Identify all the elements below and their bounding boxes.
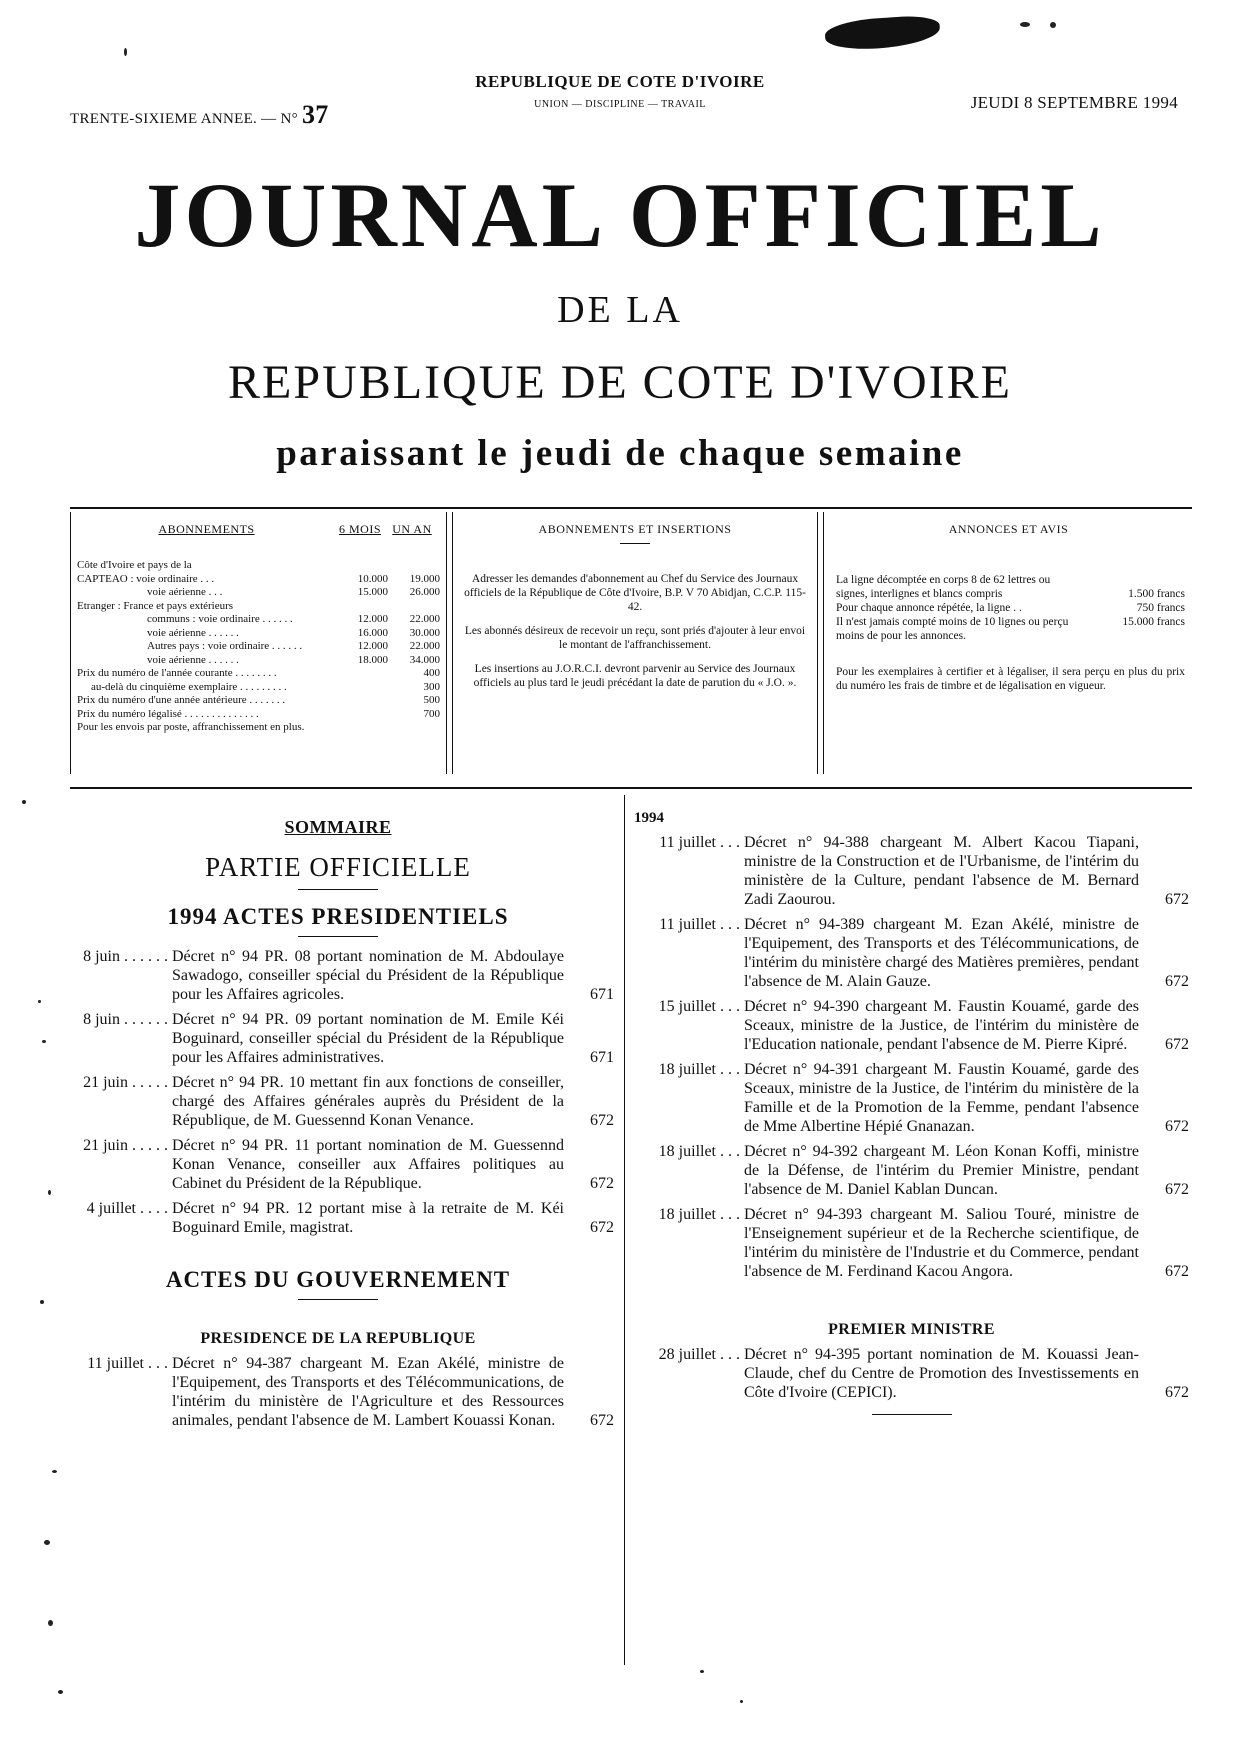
masthead-rule [70,507,1192,509]
annonces-title: ANNONCES ET AVIS [948,522,1069,536]
entry-text: Décret n° 94 PR. 11 portant nomination de M. Guessennd Konan Venance, conseiller aux Affaires politiques au Cabinet du Président de la République. [172,1137,564,1192]
subscription-row [77,573,440,587]
entry-date: 28 juillet . . . [658,1346,740,1363]
subscription-1an: 26.000 [409,586,440,598]
annonces-line1-price: 1.500 francs [1128,588,1185,600]
price-row [77,694,440,708]
toc-entry [62,1199,614,1237]
sommaire-left [62,795,614,1430]
annonces-line3: Il n'est jamais compté moins de 10 lignes ou perçu moins de pour les annonces. [836,616,1069,642]
subscription-label: CAPTEAO : voie ordinaire . . . [77,572,215,585]
subscription-6mois [336,600,388,614]
subscriptions-footer: Pour les envois par poste, affranchissement en plus. [77,721,305,733]
entry-date: 21 juin . . . . . [83,1137,168,1154]
toc-entry [634,1060,1189,1136]
insertions-p2: Les abonnés désireux de recevoir un reçu, sont priés d'ajouter à leur envoi le montant de l'affranchissement. [464,625,806,651]
year-text: TRENTE-SIXIEME ANNEE. — N° [70,111,298,127]
price-label: Prix du numéro de l'année courante . . . . . . . . [77,667,277,679]
insertions-p3: Les insertions au J.O.R.C.I. devront parvenir au Service des Journaux officiels au plus tard le jeudi précédant la date de parution du « J.O. ». [473,663,797,689]
journal-title: JOURNAL OFFICIEL [134,164,1106,266]
toc-entry [634,833,1189,909]
box-bottom-rule [70,787,1192,789]
pm-list [634,1345,1189,1402]
col-6mois: 6 MOIS [338,522,381,536]
issue-number: 37 [302,100,329,129]
toc-entry [62,1354,614,1430]
subscription-label: Etranger : France et pays extérieurs [77,599,234,612]
subscription-6mois: 12.000 [357,613,388,625]
subscription-1an: 34.000 [409,653,440,666]
subscription-1an: 22.000 [409,640,440,652]
entry-date: 4 juillet . . . . [86,1200,168,1217]
subscription-row [77,627,440,641]
subscription-1an: 22.000 [409,613,440,625]
price-value: 700 [423,707,440,720]
subscription-row [77,640,440,654]
toc-entry [634,997,1189,1054]
subscription-1an: 30.000 [409,626,440,639]
subscription-1an: 19.000 [409,572,440,585]
header-motto: UNION — DISCIPLINE — TRAVAIL [534,99,706,110]
entry-date: 8 juin . . . . . . [83,1011,168,1028]
insertions-title: ABONNEMENTS ET INSERTIONS [538,522,732,536]
subscription-1an [388,600,440,614]
subscription-row [77,586,440,600]
entry-page: 672 [1165,1181,1189,1198]
col-un-an: UN AN [392,522,432,536]
toc-entry [62,947,614,1004]
annonces-footer: Pour les exemplaires à certifier et à légaliser, il sera perçu en plus du prix du numéro les frais de timbre et de légalisation en vigueur. [836,666,1185,692]
presidence-heading: PRESIDENCE DE LA REPUBLIQUE [200,1330,476,1347]
entry-text: Décret n° 94 PR. 10 mettant fin aux fonctions de conseiller, chargé des Affaires générales auprès du Président de la République, de M. Guessennd Konan Venance. [172,1074,564,1129]
toc-entry [62,1073,614,1130]
subscription-label: Autres pays : voie ordinaire . . . . . . [147,640,303,652]
entry-text: Décret n° 94-388 chargeant M. Albert Kacou Tiapani, ministre de la Construction et de l'Urbanisme, de l'intérim du ministère de la Culture, pendant l'absence de M. Bernard Zadi Zaourou. [744,834,1139,908]
entry-text: Décret n° 94-393 chargeant M. Saliou Touré, ministre de l'Enseignement supérieur et de la Recherche scientifique, de l'intérim du ministère de l'Industrie et du Commerce, pendant l'absence de M. Ferdinand Kacou Angora. [744,1206,1139,1280]
toc-entry [634,1205,1189,1281]
subscription-6mois: 12.000 [357,640,388,652]
sommaire-right [634,810,1189,1415]
entry-date: 8 juin . . . . . . [83,948,168,965]
entry-date: 18 juillet . . . [658,1061,740,1078]
entry-page: 672 [590,1412,614,1429]
ink-smudge [824,14,941,52]
subscriptions-intro: Côte d'Ivoire et pays de la [77,559,192,571]
annonces-box [823,512,1193,774]
actes-pres-list [62,947,614,1237]
entry-date: 18 juillet . . . [658,1143,740,1160]
masthead-republic: REPUBLIQUE DE COTE D'IVOIRE [228,356,1012,409]
toc-entry [634,1345,1189,1402]
price-row [77,708,440,722]
entry-page: 672 [1165,1118,1189,1135]
subscriptions-title: ABONNEMENTS [158,522,255,536]
price-row [77,681,440,695]
entry-text: Décret n° 94 PR. 09 portant nomination de M. Emile Kéi Boguinard, conseiller spécial du Président de la République pour les Affaires administratives. [172,1011,564,1066]
entry-page: 672 [1165,1384,1189,1401]
insertions-p1: Adresser les demandes d'abonnement au Chef du Service des Journaux officiels de la République de Côte d'Ivoire, B.P. V 70 Abidjan, C.C.P. 115-42. [464,573,806,613]
entry-page: 671 [590,1049,614,1066]
entry-page: 672 [1165,973,1189,990]
issue-date: JEUDI 8 SEPTEMBRE 1994 [970,93,1178,112]
subscription-6mois: 15.000 [357,586,388,598]
annonces-line3-price: 15.000 francs [1122,616,1185,628]
entry-date: 18 juillet . . . [658,1206,740,1223]
entry-text: Décret n° 94-392 chargeant M. Léon Konan Koffi, ministre de la Défense, de l'intérim du Premier Ministre, pendant l'absence de M. Daniel Kablan Duncan. [744,1143,1139,1198]
sommaire-title: SOMMAIRE [284,817,392,837]
price-value: 300 [423,680,440,693]
entry-text: Décret n° 94 PR. 12 portant mise à la retraite de M. Kéi Boguinard Emile, magistrat. [172,1200,564,1236]
subscription-label: voie aérienne . . . [147,586,223,598]
subscription-label: voie aérienne . . . . . . [147,626,239,639]
subscriptions-box [70,512,447,774]
toc-entry [62,1136,614,1193]
entry-date: 11 juillet . . . [659,916,740,933]
entry-page: 672 [590,1112,614,1129]
presidence-list [62,1354,614,1430]
subscription-label: communs : voie ordinaire . . . . . . [147,613,293,625]
subscription-row [77,654,440,668]
subscription-row [77,600,440,614]
entry-page: 672 [1165,1263,1189,1280]
entry-text: Décret n° 94 PR. 08 portant nomination de M. Abdoulaye Sawadogo, conseiller spécial du Président de la République pour les Affaires agricoles. [172,948,564,1003]
entry-page: 672 [590,1175,614,1192]
subscription-label: voie aérienne . . . . . . [147,653,239,666]
toc-entry [62,1010,614,1067]
entry-page: 671 [590,986,614,1003]
entry-text: Décret n° 94-389 chargeant M. Ezan Akélé, ministre de l'Equipement, des Transports et des Télécommunications, de l'intérim du ministère chargé des Matières premières, pendant l'absence de M. Alain Gauze. [744,916,1139,990]
masthead-de-la: DE LA [557,289,683,331]
entry-date: 15 juillet . . . [658,998,740,1015]
entry-page: 672 [590,1219,614,1236]
toc-entry [634,915,1189,991]
subscription-row [77,613,440,627]
header-republic: REPUBLIQUE DE COTE D'IVOIRE [475,72,765,91]
price-label: au-delà du cinquième exemplaire . . . . . . . . . [91,680,287,693]
annonces-line2: Pour chaque annonce répétée, la ligne . . [836,602,1022,614]
subscriptions-rows [77,573,440,668]
masthead-tagline: paraissant le jeudi de chaque semaine [276,433,964,474]
subscription-6mois: 18.000 [357,653,388,666]
entry-page: 672 [1165,891,1189,908]
price-label: Prix du numéro d'une année antérieure . . . . . . . [77,694,286,706]
entry-date: 21 juin . . . . . [83,1074,168,1091]
entry-text: Décret n° 94-387 chargeant M. Ezan Akélé, ministre de l'Equipement, des Transports et des Télécommunications, de l'intérim du ministère de l'Agriculture et des Ressources animales, pendant l'absence de M. Lambert Kouassi Konan. [172,1355,564,1429]
annonces-line2-price: 750 francs [1136,602,1185,614]
price-row [77,667,440,681]
partie-officielle: PARTIE OFFICIELLE [205,852,471,882]
price-label: Prix du numéro légalisé . . . . . . . . . . . . . . [77,707,259,720]
price-value: 500 [423,694,440,706]
actes-gouvernement: ACTES DU GOUVERNEMENT [165,1267,511,1292]
insertions-box [452,512,818,774]
entry-text: Décret n° 94-391 chargeant M. Faustin Kouamé, garde des Sceaux, ministre de la Justice, de l'intérim du ministère de la Famille et de la Promotion de la Femme, pendant l'absence de Mme Albertine Hépié Gnanazan. [744,1061,1139,1135]
entry-page: 672 [1165,1036,1189,1053]
subscription-6mois: 10.000 [357,572,388,585]
subscription-6mois: 16.000 [357,626,388,639]
subscriptions-prices [77,667,440,721]
entry-date: 11 juillet . . . [87,1355,168,1372]
year-right: 1994 [634,810,664,826]
price-value: 400 [423,667,440,679]
premier-ministre-heading: PREMIER MINISTRE [828,1321,995,1338]
actes-presidentiels: 1994 ACTES PRESIDENTIELS [167,904,509,929]
entry-text: Décret n° 94-395 portant nomination de M. Kouassi Jean-Claude, chef du Centre de Promotion des Investissements en Côte d'Ivoire (CEPICI). [744,1346,1139,1401]
column-separator [624,795,625,1665]
right-list [634,833,1189,1281]
annonces-line1: La ligne décomptée en corps 8 de 62 lettres ou signes, interlignes et blancs compris [836,574,1051,600]
entry-date: 11 juillet . . . [659,834,740,851]
toc-entry [634,1142,1189,1199]
entry-text: Décret n° 94-390 chargeant M. Faustin Kouamé, garde des Sceaux, ministre de la Justice, de l'intérim du ministère de l'Education nationale, pendant l'absence de M. Pierre Kipré. [744,998,1139,1053]
